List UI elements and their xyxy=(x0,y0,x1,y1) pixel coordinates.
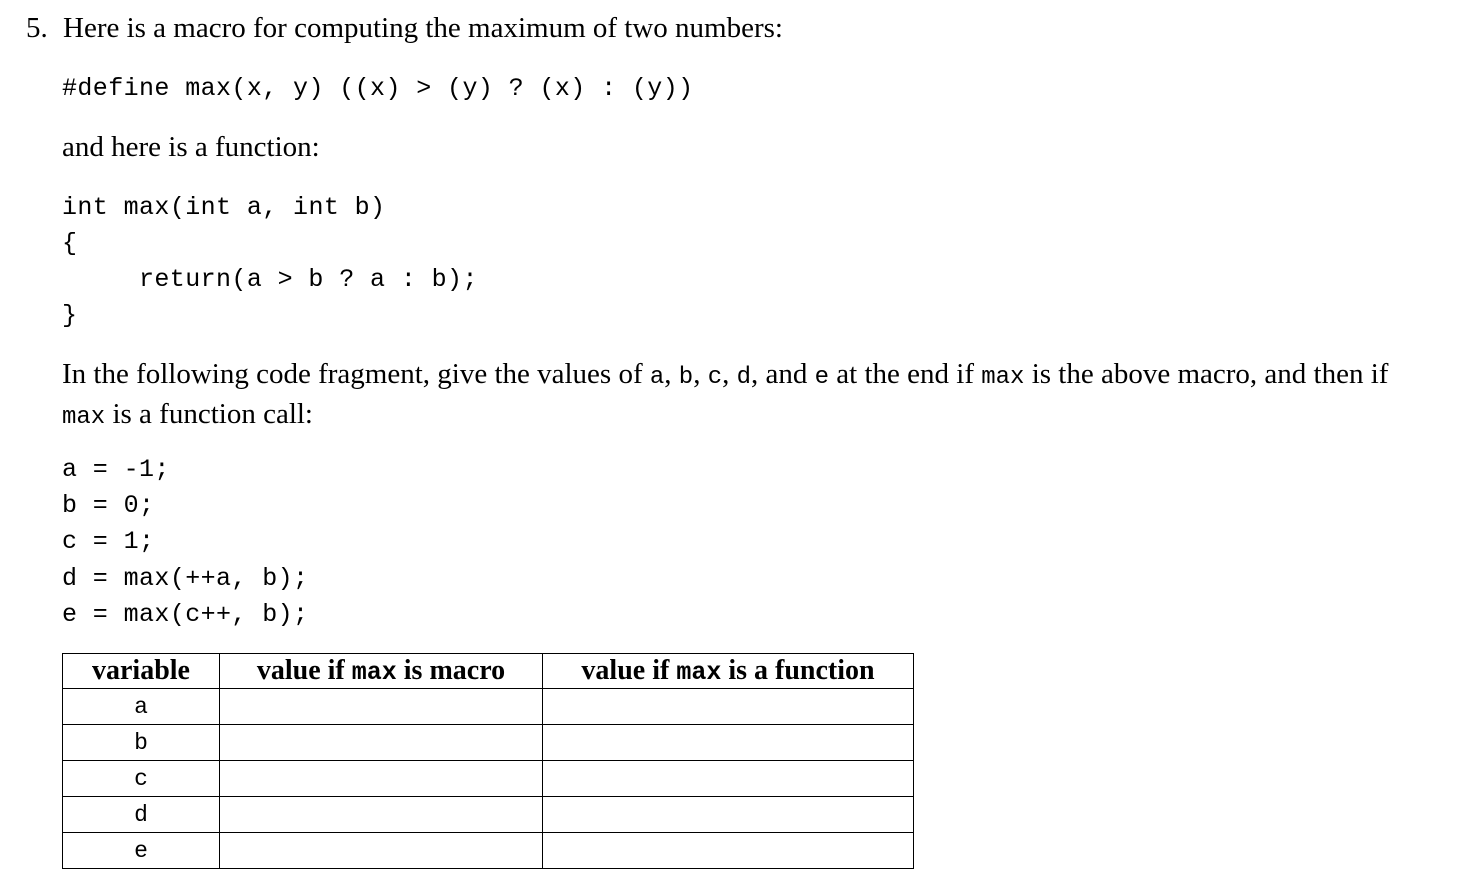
instructions-text: is a function call: xyxy=(105,398,313,430)
function-close-brace: } xyxy=(62,301,78,330)
function-body: return(a > b ? a : b); xyxy=(139,265,478,294)
fragment-line-4: d = max(++a, b); xyxy=(62,564,309,593)
instructions-text: , xyxy=(664,358,679,390)
function-open-brace: { xyxy=(62,229,78,258)
instructions-text: at the end if xyxy=(829,358,982,390)
table-row xyxy=(63,761,914,797)
instructions-paragraph xyxy=(62,356,1442,436)
instructions-text: , and xyxy=(751,358,815,390)
function-intro: and here is a function: xyxy=(62,131,320,163)
fragment-line-3: c = 1; xyxy=(62,527,155,556)
variable-cell: d xyxy=(63,797,220,833)
inline-code-max: max xyxy=(981,364,1025,391)
variable-cell: b xyxy=(63,725,220,761)
macro-value-cell[interactable] xyxy=(220,761,543,797)
instructions-text: , xyxy=(722,358,737,390)
header-text: is macro xyxy=(396,655,506,686)
function-value-cell[interactable] xyxy=(543,761,914,797)
header-variable: variable xyxy=(63,654,220,689)
fragment-line-2: b = 0; xyxy=(62,491,155,520)
table-row xyxy=(63,797,914,833)
header-text: value if xyxy=(256,655,352,686)
variable-cell: e xyxy=(63,833,220,869)
instructions-text: In the following code fragment, give the values of xyxy=(62,358,650,390)
instructions-text: is the above macro, and then if xyxy=(1024,358,1389,390)
macro-definition: #define max(x, y) ((x) > (y) ? (x) : (y)) xyxy=(62,74,694,103)
macro-value-cell[interactable] xyxy=(220,833,543,869)
fragment-line-5: e = max(c++, b); xyxy=(62,600,309,629)
table-row xyxy=(63,833,914,869)
inline-code-b: b xyxy=(678,364,694,391)
question-heading xyxy=(26,10,783,46)
header-text: value if xyxy=(581,655,677,686)
table-row xyxy=(63,725,914,761)
function-value-cell[interactable] xyxy=(543,797,914,833)
fragment-line-1: a = -1; xyxy=(62,455,170,484)
macro-value-cell[interactable] xyxy=(220,725,543,761)
function-value-cell[interactable] xyxy=(543,689,914,725)
function-value-cell[interactable] xyxy=(543,725,914,761)
table-header-row xyxy=(63,654,914,689)
inline-code-a: a xyxy=(649,364,665,391)
inline-code-d: d xyxy=(736,364,751,391)
variable-cell: a xyxy=(63,689,220,725)
question-text: Here is a macro for computing the maximum of two numbers: xyxy=(63,12,783,44)
header-macro xyxy=(220,654,543,689)
table-row xyxy=(63,689,914,725)
function-signature: int max(int a, int b) xyxy=(62,193,386,222)
variable-cell: c xyxy=(63,761,220,797)
question-number: 5. xyxy=(26,12,48,44)
header-code: max xyxy=(351,658,397,687)
inline-code-c: c xyxy=(707,364,723,391)
header-code: max xyxy=(676,658,722,687)
function-value-cell[interactable] xyxy=(543,833,914,869)
macro-value-cell[interactable] xyxy=(220,689,543,725)
header-function xyxy=(543,654,914,689)
answer-table xyxy=(62,653,914,869)
macro-value-cell[interactable] xyxy=(220,797,543,833)
inline-code-e: e xyxy=(814,364,830,391)
inline-code-max: max xyxy=(62,404,106,431)
instructions-text: , xyxy=(693,358,708,390)
header-text: is a function xyxy=(721,655,875,686)
